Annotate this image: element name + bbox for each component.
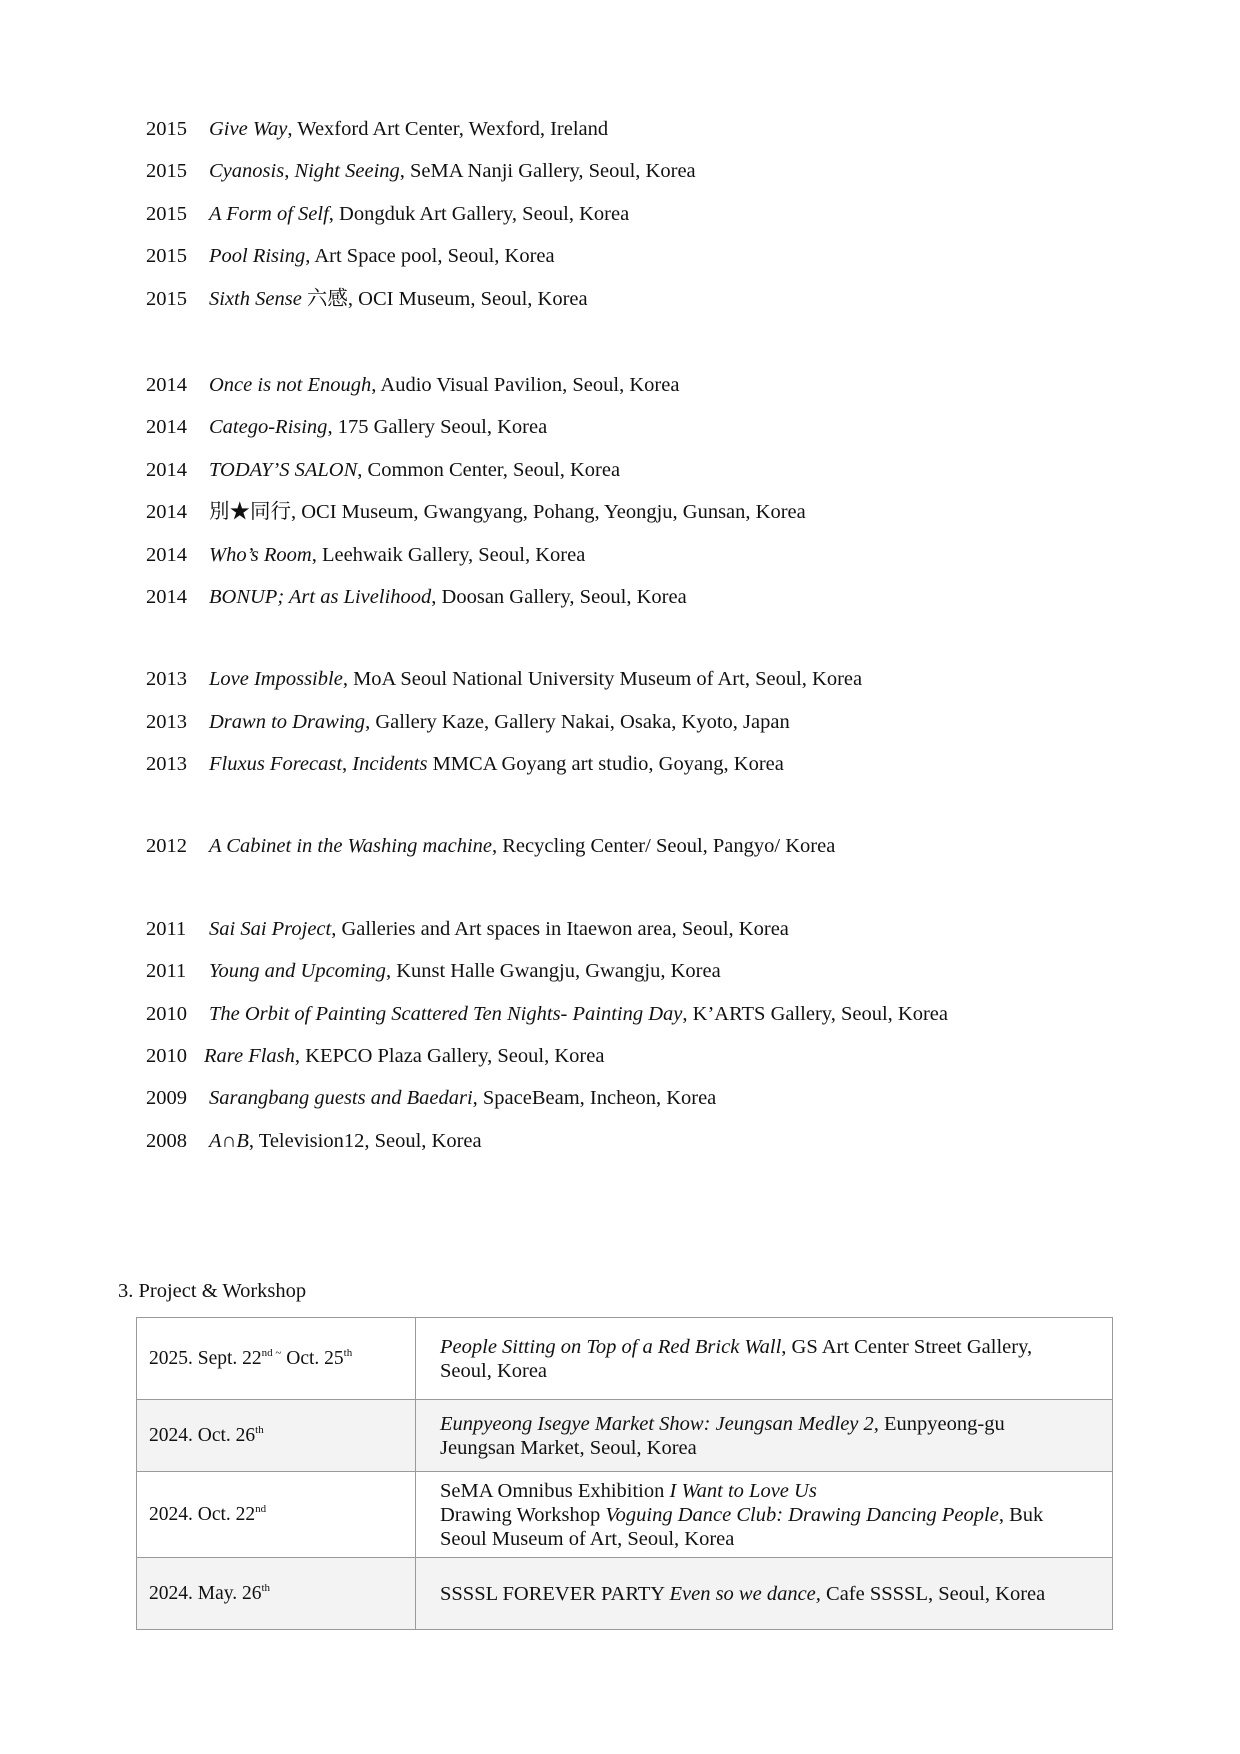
project-cell: People Sitting on Top of a Red Brick Wall, GS Art Center Street Gallery, Seoul, Korea xyxy=(416,1318,1113,1400)
year-group-spacer xyxy=(146,626,1146,666)
exhibition-year: 2014 xyxy=(146,543,187,566)
year-group-spacer xyxy=(146,793,1146,833)
list-item xyxy=(146,286,1146,328)
date-cell: 2024. Oct. 26th xyxy=(137,1400,416,1472)
section-heading: 3. Project & Workshop xyxy=(118,1280,307,1302)
exhibition-year: 2015 xyxy=(146,245,187,268)
exhibition-year: 2015 xyxy=(146,160,187,183)
list-item xyxy=(146,1128,1146,1170)
exhibition-entry: Catego-Rising, 175 Gallery Seoul, Korea xyxy=(209,416,548,439)
project-cell: SeMA Omnibus Exhibition I Want to Love Us Drawing Workshop Voguing Dance Club: Drawing Dancing People, Buk Seoul Museum of Art, Seoul, Korea xyxy=(416,1472,1113,1558)
exhibition-entry: BONUP; Art as Livelihood, Doosan Gallery, Seoul, Korea xyxy=(209,585,687,608)
exhibition-year: 2014 xyxy=(146,416,187,439)
exhibition-year: 2012 xyxy=(146,835,187,858)
exhibition-entry: Sai Sai Project, Galleries and Art spaces in Itaewon area, Seoul, Korea xyxy=(209,917,789,940)
exhibition-entry: Give Way, Wexford Art Center, Wexford, Ireland xyxy=(209,118,609,140)
list-item xyxy=(146,116,1146,158)
project-cell: SSSSL FOREVER PARTY Even so we dance, Cafe SSSSL, Seoul, Korea xyxy=(416,1558,1113,1630)
exhibition-year: 2015 xyxy=(146,287,187,310)
exhibition-year: 2013 xyxy=(146,668,187,691)
list-item xyxy=(146,457,1146,499)
project-workshop-table xyxy=(136,1317,1113,1630)
exhibition-entry: Fluxus Forecast, Incidents MMCA Goyang art studio, Goyang, Korea xyxy=(209,753,784,776)
list-item xyxy=(146,1001,1146,1043)
exhibition-year: 2009 xyxy=(146,1087,187,1110)
exhibition-entry: Sarangbang guests and Baedari, SpaceBeam, Incheon, Korea xyxy=(209,1087,717,1110)
list-item xyxy=(146,414,1146,456)
list-item xyxy=(146,666,1146,708)
table-row xyxy=(137,1400,1113,1472)
year-group-spacer xyxy=(146,328,1146,372)
exhibition-year: 2014 xyxy=(146,501,187,524)
list-item xyxy=(146,833,1146,875)
exhibition-entry: Sixth Sense 六感, OCI Museum, Seoul, Korea xyxy=(209,287,588,310)
exhibition-entry: Rare Flash, KEPCO Plaza Gallery, Seoul, Korea xyxy=(204,1045,605,1068)
exhibition-year: 2013 xyxy=(146,710,187,733)
list-item xyxy=(146,243,1146,285)
list-item xyxy=(146,751,1146,793)
exhibition-year: 2014 xyxy=(146,373,187,396)
list-item xyxy=(146,158,1146,200)
exhibition-year: 2014 xyxy=(146,458,187,481)
project-cell: Eunpyeong Isegye Market Show: Jeungsan Medley 2, Eunpyeong-gu Jeungsan Market, Seoul, Korea xyxy=(416,1400,1113,1472)
list-item xyxy=(146,958,1146,1000)
exhibition-year: 2013 xyxy=(146,753,187,776)
list-item xyxy=(146,1085,1146,1127)
table-row xyxy=(137,1472,1113,1558)
list-item xyxy=(146,1043,1146,1085)
table-row xyxy=(137,1558,1113,1630)
exhibition-entry: A Cabinet in the Washing machine, Recycling Center/ Seoul, Pangyo/ Korea xyxy=(209,835,836,858)
exhibition-entry: Love Impossible, MoA Seoul National University Museum of Art, Seoul, Korea xyxy=(209,668,863,691)
list-item xyxy=(146,916,1146,958)
year-group-spacer xyxy=(146,876,1146,916)
exhibition-entry: Young and Upcoming, Kunst Halle Gwangju, Gwangju, Korea xyxy=(209,960,721,983)
exhibition-entry: Pool Rising, Art Space pool, Seoul, Korea xyxy=(209,245,555,268)
exhibition-entry: A Form of Self, Dongduk Art Gallery, Seoul, Korea xyxy=(209,202,630,225)
exhibition-entry: Cyanosis, Night Seeing, SeMA Nanji Gallery, Seoul, Korea xyxy=(209,160,696,183)
exhibition-entry: TODAY’S SALON, Common Center, Seoul, Korea xyxy=(209,458,621,481)
exhibition-entry: A∩B, Television12, Seoul, Korea xyxy=(209,1129,482,1152)
exhibition-entry: Drawn to Drawing, Gallery Kaze, Gallery Nakai, Osaka, Kyoto, Japan xyxy=(209,710,790,733)
exhibition-year: 2011 xyxy=(146,960,187,983)
exhibition-year: 2015 xyxy=(146,202,187,225)
exhibition-year: 2014 xyxy=(146,585,187,608)
exhibition-entry: 別★同行, OCI Museum, Gwangyang, Pohang, Yeongju, Gunsan, Korea xyxy=(209,501,806,524)
exhibition-year: 2011 xyxy=(146,917,187,940)
exhibition-year: 2010 xyxy=(146,1002,187,1025)
list-item xyxy=(146,584,1146,626)
list-item xyxy=(146,709,1146,751)
list-item xyxy=(146,542,1146,584)
exhibition-entry: The Orbit of Painting Scattered Ten Nights- Painting Day, K’ARTS Gallery, Seoul, Korea xyxy=(209,1002,948,1025)
exhibition-entry: Who’s Room, Leehwaik Gallery, Seoul, Korea xyxy=(209,543,586,566)
date-cell: 2024. Oct. 22nd xyxy=(137,1472,416,1558)
exhibition-year: 2015 xyxy=(146,118,187,140)
exhibition-year: 2010 xyxy=(146,1045,187,1068)
table-row xyxy=(137,1318,1113,1400)
list-item xyxy=(146,201,1146,243)
list-item xyxy=(146,499,1146,541)
date-cell: 2024. May. 26th xyxy=(137,1558,416,1630)
exhibition-year: 2008 xyxy=(146,1129,187,1152)
group-exhibition-list xyxy=(146,116,1146,1170)
date-cell: 2025. Sept. $22^{nd \sim}$ Oct. 25th xyxy=(137,1318,416,1400)
list-item xyxy=(146,372,1146,414)
exhibition-entry: Once is not Enough, Audio Visual Pavilion, Seoul, Korea xyxy=(209,373,680,396)
